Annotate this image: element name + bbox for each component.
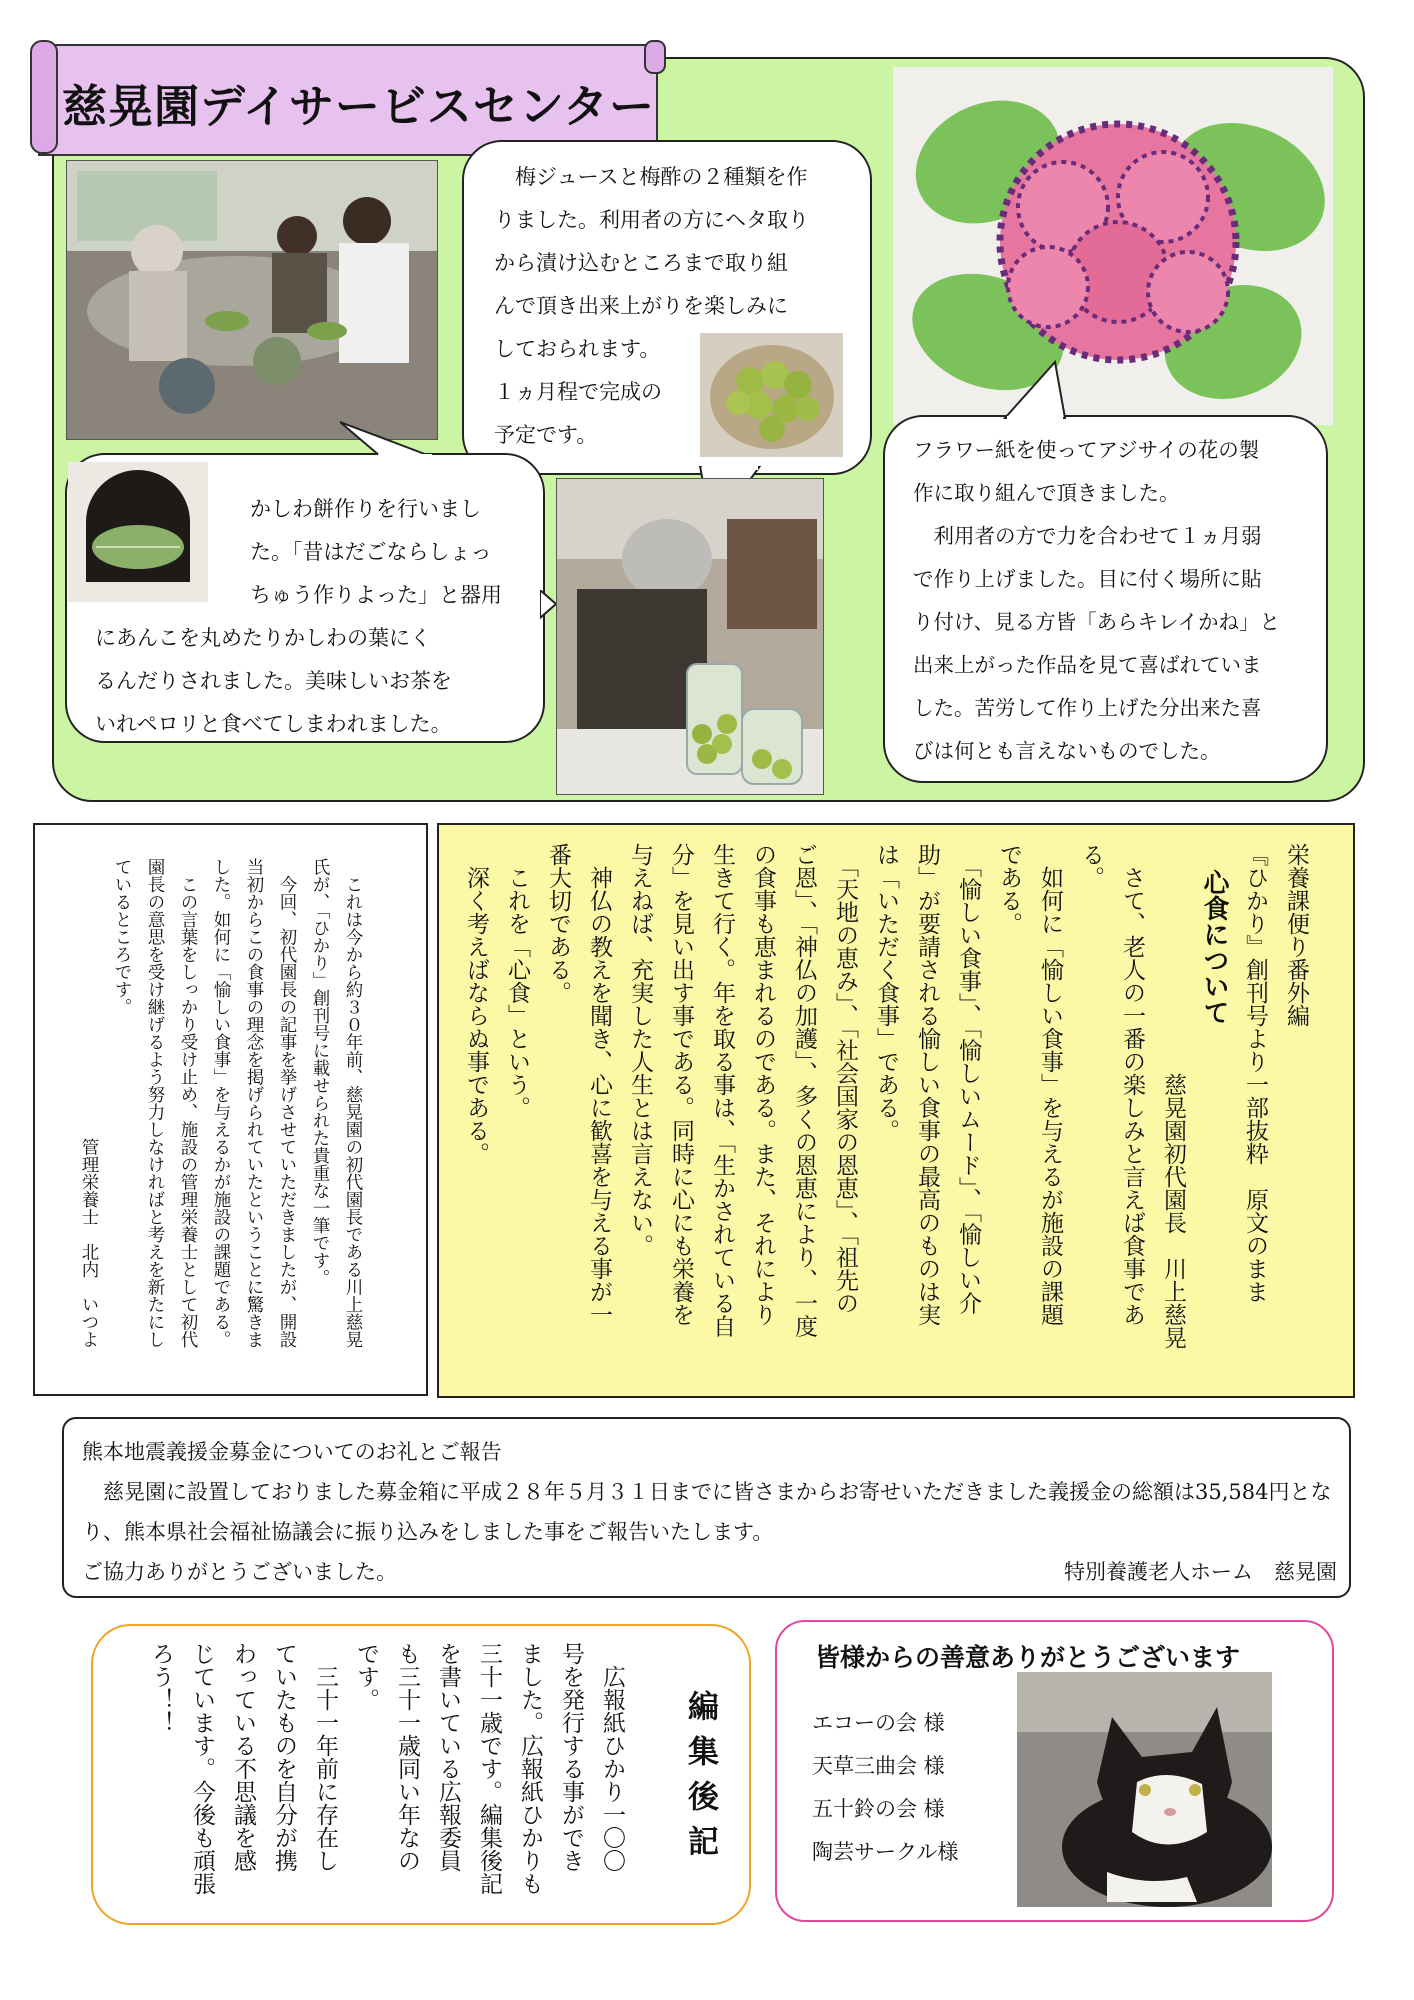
bubble-flower-line: で作り上げました。目に付く場所に貼 — [913, 567, 1262, 591]
shinshoku-article-text — [455, 843, 1316, 1393]
article-line: ご恩」、「神仏の加護」、多くの恩恵により、一度 — [791, 843, 817, 1338]
editor-line: ました。広報紙ひかりも — [517, 1642, 543, 1895]
bubble-kashiwa-line: た。「昔はだごならしょっ — [250, 540, 492, 564]
article-line: 「天地の恵み」、「社会国家の恩恵」、「祖先の — [832, 843, 858, 1315]
article-line: 助」が要請される愉しい食事の最高のものは実 — [914, 843, 940, 1326]
article-line: 与えねば、充実した人生とは言えない。 — [627, 843, 653, 1257]
commentary-signature: 管理栄養士 北内 いつよ — [79, 858, 99, 1348]
photo-kashiwa-mochi — [68, 462, 208, 602]
commentary-line: 園長の意思を受け継げるよう努力しなければと考えを新たにし — [145, 858, 165, 1348]
bubble-flower-line: 利用者の方で力を合わせて１ヵ月弱 — [913, 524, 1262, 548]
commentary-line: した。如何に「愉しい食事」を与えるかが施設の課題である。 — [211, 858, 231, 1348]
bubble-flower-line: フラワー紙を使ってアジサイの花の製 — [913, 438, 1260, 462]
article-line: 生きて行く。年を取る事は、「生かされている自 — [709, 843, 735, 1338]
editor-line: わっている不思議を感 — [230, 1642, 256, 1872]
article-source-line: 『ひかり』創刊号より一部抜粋 原文のまま — [1242, 843, 1268, 1303]
nutrition-commentary-text — [72, 858, 369, 1370]
bubble-ume-line: 梅ジュースと梅酢の２種類を作 — [494, 165, 808, 189]
donor-name: 陶芸サークル様 — [812, 1840, 959, 1864]
article-line: る。 — [1078, 843, 1104, 889]
article-line: これを「心食」という。 — [504, 843, 530, 1119]
article-line: 番大切である。 — [545, 843, 571, 1004]
photo-ume-bowl — [700, 333, 843, 457]
page-title: 慈晃園デイサービスセンター — [62, 80, 656, 133]
bubble-flower-line: した。苦労して作り上げた分出来た喜 — [913, 696, 1262, 720]
kumamoto-thanks: ご協力ありがとうございました。 — [82, 1560, 397, 1584]
article-line: 深く考えばならぬ事である。 — [463, 843, 489, 1165]
kumamoto-body: 慈晃園に設置しておりました募金箱に平成２８年５月３１日までに皆さまからお寄せいただきました義援金の総額は35,584円となり、熊本県社会福祉協議会に振り込みをしました事をご報告いたします。 — [82, 1480, 1332, 1544]
bubble-kashiwa-line: ちゅう作りよった」と器用 — [250, 583, 502, 607]
article-line: 分」を見い出す事である。同時に心にも栄養を — [668, 843, 694, 1326]
bubble-flower-line: り付け、見る方皆「あらキレイかね」と — [913, 610, 1280, 634]
commentary-line: ているところです。 — [112, 858, 132, 1016]
article-line: さて、老人の一番の楽しみと言えば食事であ — [1119, 843, 1145, 1326]
bubble-kashiwa-line: いれペロリと食べてしまわれました。 — [95, 712, 452, 736]
bubble-flower-line: 作に取り組んで頂きました。 — [913, 481, 1180, 505]
bubble-ume-line: んで頂き出来上がりを楽しみに — [494, 294, 788, 318]
bubble-kashiwa-line: にあんこを丸めたりかしわの葉にく — [95, 626, 431, 650]
bubble-flower-line: びは何とも言えないものでした。 — [913, 739, 1221, 763]
article-line: 「愉しい食事」、「愉しいムード」、「愉しい介 — [955, 843, 981, 1315]
editor-line: ろう！！ — [148, 1642, 174, 1734]
bubble-ume-line: 予定です。 — [494, 423, 598, 447]
article-series-label: 栄養課便り番外編 — [1283, 843, 1309, 1027]
bubble-kashiwa-tail — [340, 420, 440, 460]
editor-line: を書いている広報委員 — [435, 1642, 461, 1872]
article-line: は「いただく食事」である。 — [873, 843, 899, 1142]
commentary-line: 氏が、「ひかり」創刊号に載せられた貴重な一筆です。 — [310, 858, 330, 1287]
article-author: 慈晃園初代園長 川上慈晃 — [1160, 843, 1186, 1349]
donor-thanks-title: 皆様からの善意ありがとうございます — [815, 1643, 1241, 1672]
editor-line: 三十一年前に存在し — [312, 1642, 338, 1872]
editor-postscript-title: 編集後記 — [682, 1690, 718, 1870]
donor-name: 天草三曲会 様 — [812, 1754, 945, 1778]
article-title: 心食について — [1199, 843, 1229, 1025]
commentary-line: この言葉をしっかり受け止め、施設の管理栄養士として初代 — [178, 858, 198, 1348]
photo-hydrangea-artwork — [893, 67, 1333, 425]
bubble-flower-tail — [985, 360, 1075, 420]
bubble-ume-line: しておられます。 — [494, 337, 661, 361]
kumamoto-signature: 特別養護老人ホーム 慈晃園 — [1064, 1560, 1337, 1584]
speech-bubble-hydrangea — [883, 415, 1328, 783]
editor-postscript-text — [140, 1642, 632, 1912]
editor-line: ていたものを自分が携 — [271, 1642, 297, 1872]
bubble-ume-line: りました。利用者の方にヘタ取り — [494, 208, 809, 232]
photo-cat — [1017, 1672, 1272, 1907]
article-line: 神仏の教えを聞き、心に歓喜を与える事が一 — [586, 843, 612, 1326]
photo-ume-jar — [556, 478, 824, 795]
article-line: である。 — [996, 843, 1022, 935]
bubble-flower-line: 出来上がった作品を見て喜ばれていま — [913, 653, 1262, 677]
donor-thanks-box — [775, 1620, 1334, 1922]
article-line: 如何に「愉しい食事」を与えるが施設の課題 — [1037, 843, 1063, 1326]
commentary-line: 今回、初代園長の記事を挙げさせていただきましたが、開設 — [277, 858, 297, 1348]
bubble-ume-line: １ヵ月程で完成の — [494, 380, 662, 404]
editor-line: 広報紙ひかり一〇〇 — [599, 1642, 625, 1872]
bubble-ume-line: から漬け込むところまで取り組 — [494, 251, 788, 275]
bubble-kashiwa-line: かしわ餅作りを行いまし — [250, 497, 481, 521]
donor-name: エコーの会 様 — [812, 1711, 945, 1735]
editor-line: です。 — [353, 1642, 379, 1711]
editor-line: 号を発行する事ができ — [558, 1642, 584, 1872]
photo-ume-activity — [66, 160, 438, 440]
article-line: の食事も恵まれるのである。また、それにより — [750, 843, 776, 1326]
kumamoto-title: 熊本地震義援金募金についてのお礼とご報告 — [82, 1440, 502, 1464]
commentary-line: これは今から約３０年前、慈晃園の初代園長である川上慈晃 — [343, 858, 363, 1348]
bubble-kashiwa-line: るんだりされました。美味しいお茶を — [95, 669, 452, 693]
editor-line: じています。今後も頑張 — [189, 1642, 215, 1895]
donor-name: 五十鈴の会 様 — [812, 1797, 945, 1821]
editor-line: も三十一歳同い年なの — [394, 1642, 420, 1872]
commentary-line: 当初からこの食事の理念を掲げられていたということに驚きま — [244, 858, 264, 1348]
kumamoto-donation-report — [62, 1417, 1351, 1598]
editor-line: 三十一歳です。編集後記 — [476, 1642, 502, 1895]
